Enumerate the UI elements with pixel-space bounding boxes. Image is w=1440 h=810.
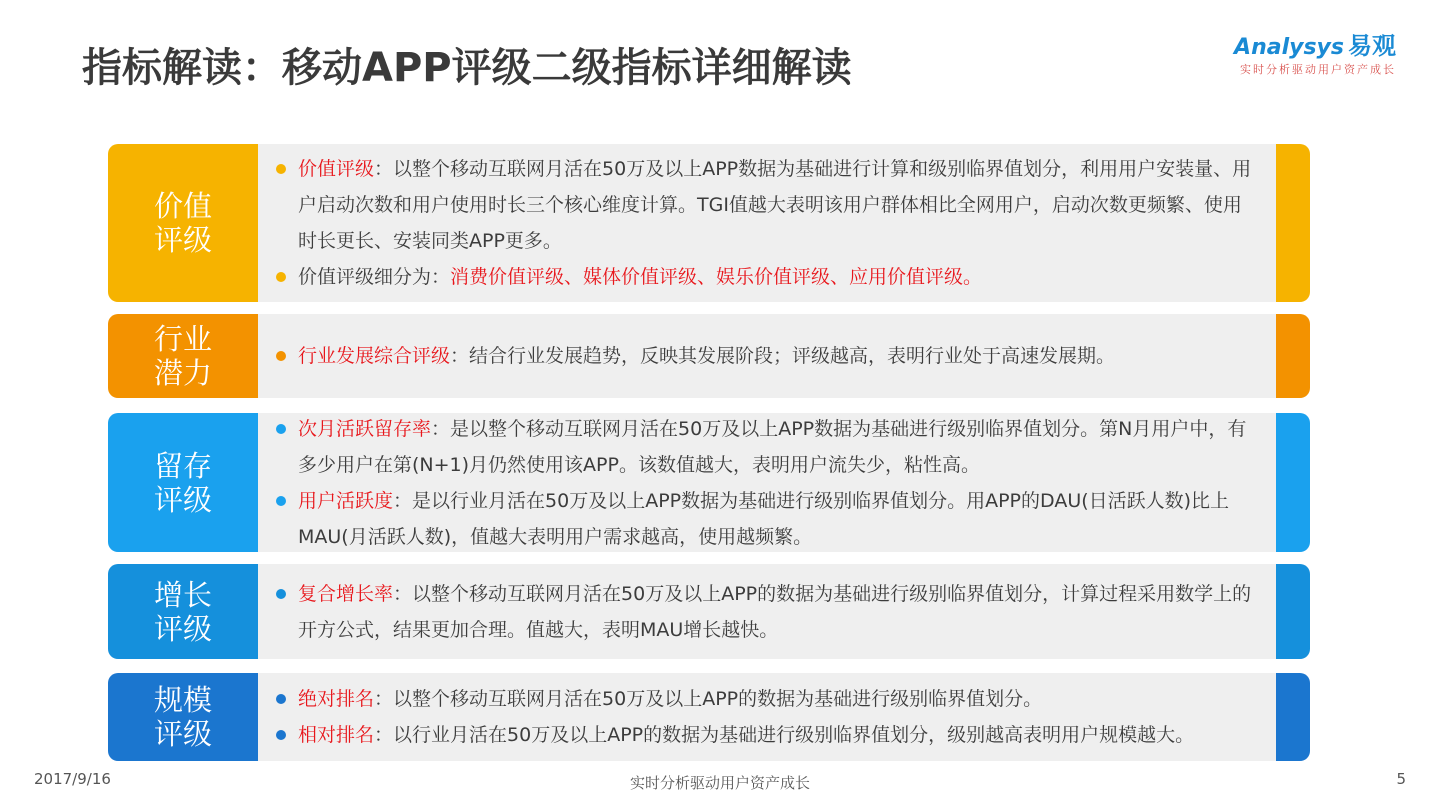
bullet-item (276, 413, 1256, 483)
footer-date: 2017/9/16 (34, 770, 111, 788)
bullet-dot-icon (276, 730, 286, 740)
row-label-line1: 增长 (153, 577, 212, 612)
bullet-highlight: 消费价值评级、媒体价值评级、娱乐价值评级、应用价值评级。 (450, 266, 983, 288)
bullet-item (276, 483, 1256, 553)
row-body-scale (258, 673, 1276, 761)
row-label-line1: 留存 (153, 448, 212, 483)
row-body-value (258, 144, 1276, 302)
row-label-line1: 价值 (153, 189, 212, 223)
footer-slogan: 实时分析驱动用户资产成长 (629, 774, 810, 792)
bullet-text: ：以行业月活在50万及以上APP的数据为基础进行级别临界值划分，级别越高表明用户规模越大。 (374, 724, 1195, 746)
row-label-scale (108, 673, 258, 761)
bullet-item (276, 576, 1256, 648)
row-end-cap (1276, 413, 1310, 552)
row-industry-potential (108, 314, 1310, 398)
row-value-rating (108, 144, 1310, 302)
logo-wordmark (1216, 32, 1396, 62)
bullet-text: ：是以行业月活在50万及以上APP数据为基础进行级别临界值划分。用APP的DAU(日活跃人数)比上MAU(月活跃人数)，值越大表明用户需求越高，使用越频繁。 (298, 489, 1230, 548)
page-title: 指标解读：移动APP评级二级指标详细解读 (82, 45, 852, 91)
row-label-line2: 评级 (153, 717, 212, 751)
bullet-dot-icon (276, 351, 286, 361)
bullet-item (276, 717, 1256, 753)
logo-cn-text: 易观 (1348, 32, 1396, 60)
logo-main-text: Analysys (1234, 35, 1344, 60)
row-label-line2: 评级 (153, 611, 212, 646)
bullet-dot-icon (276, 496, 286, 506)
analysys-logo (1216, 32, 1396, 84)
bullet-dot-icon (276, 589, 286, 599)
row-label-line2: 评级 (153, 223, 212, 257)
bullet-text: ：以整个移动互联网月活在50万及以上APP的数据为基础进行级别临界值划分。 (374, 688, 1043, 710)
bullet-dot-icon (276, 694, 286, 704)
row-label-value (108, 144, 258, 302)
row-body-industry (258, 314, 1276, 398)
row-end-cap (1276, 564, 1310, 659)
row-scale-rating (108, 673, 1310, 761)
logo-tagline: 实时分析驱动用户资产成长 (1240, 63, 1396, 76)
bullet-highlight: 复合增长率 (298, 582, 394, 605)
bullet-dot-icon (276, 272, 286, 282)
bullet-text: ：是以整个移动互联网月活在50万及以上APP数据为基础进行级别临界值划分。第N月用户中，有多少用户在第(N+1)月仍然使用该APP。该数值越大，表明用户流失少，粘性高。 (298, 417, 1247, 476)
row-label-growth (108, 564, 258, 659)
bullet-highlight: 价值评级 (298, 158, 375, 180)
bullet-text: ：以整个移动互联网月活在50万及以上APP数据为基础进行计算和级别临界值划分，利用用户安装量、用户启动次数和用户使用时长三个核心维度计算。TGI值越大表明该用户群体相比全网用户，启动次数更频繁、使用时长更长、安装同类APP更多。 (298, 158, 1252, 252)
bullet-highlight: 行业发展综合评级 (298, 345, 451, 367)
bullet-item (276, 259, 1256, 295)
row-label-industry (108, 314, 258, 398)
page-number: 5 (1396, 770, 1406, 788)
row-retention-rating (108, 413, 1310, 552)
bullet-dot-icon (276, 164, 286, 174)
bullet-text: 价值评级细分为： (298, 266, 451, 288)
bullet-highlight: 绝对排名 (298, 688, 375, 710)
bullet-highlight: 用户活跃度 (298, 489, 394, 512)
bullet-item (276, 681, 1256, 717)
row-label-line2: 潜力 (153, 356, 212, 390)
row-end-cap (1276, 144, 1310, 302)
bullet-highlight: 次月活跃留存率 (298, 417, 432, 440)
row-body-retention (258, 413, 1276, 552)
bullet-text: ：以整个移动互联网月活在50万及以上APP的数据为基础进行级别临界值划分，计算过程采用数学上的开方公式，结果更加合理。值越大，表明MAU增长越快。 (298, 582, 1252, 641)
row-body-growth (258, 564, 1276, 659)
row-label-retention (108, 413, 258, 552)
row-end-cap (1276, 314, 1310, 398)
row-label-line1: 规模 (153, 683, 212, 717)
row-growth-rating (108, 564, 1310, 659)
row-label-line2: 评级 (153, 482, 212, 517)
row-label-line1: 行业 (153, 322, 212, 356)
bullet-item (276, 338, 1256, 374)
row-end-cap (1276, 673, 1310, 761)
bullet-text: ：结合行业发展趋势，反映其发展阶段；评级越高，表明行业处于高速发展期。 (450, 345, 1116, 367)
bullet-highlight: 相对排名 (298, 724, 375, 746)
bullet-dot-icon (276, 424, 286, 434)
bullet-item (276, 151, 1256, 259)
